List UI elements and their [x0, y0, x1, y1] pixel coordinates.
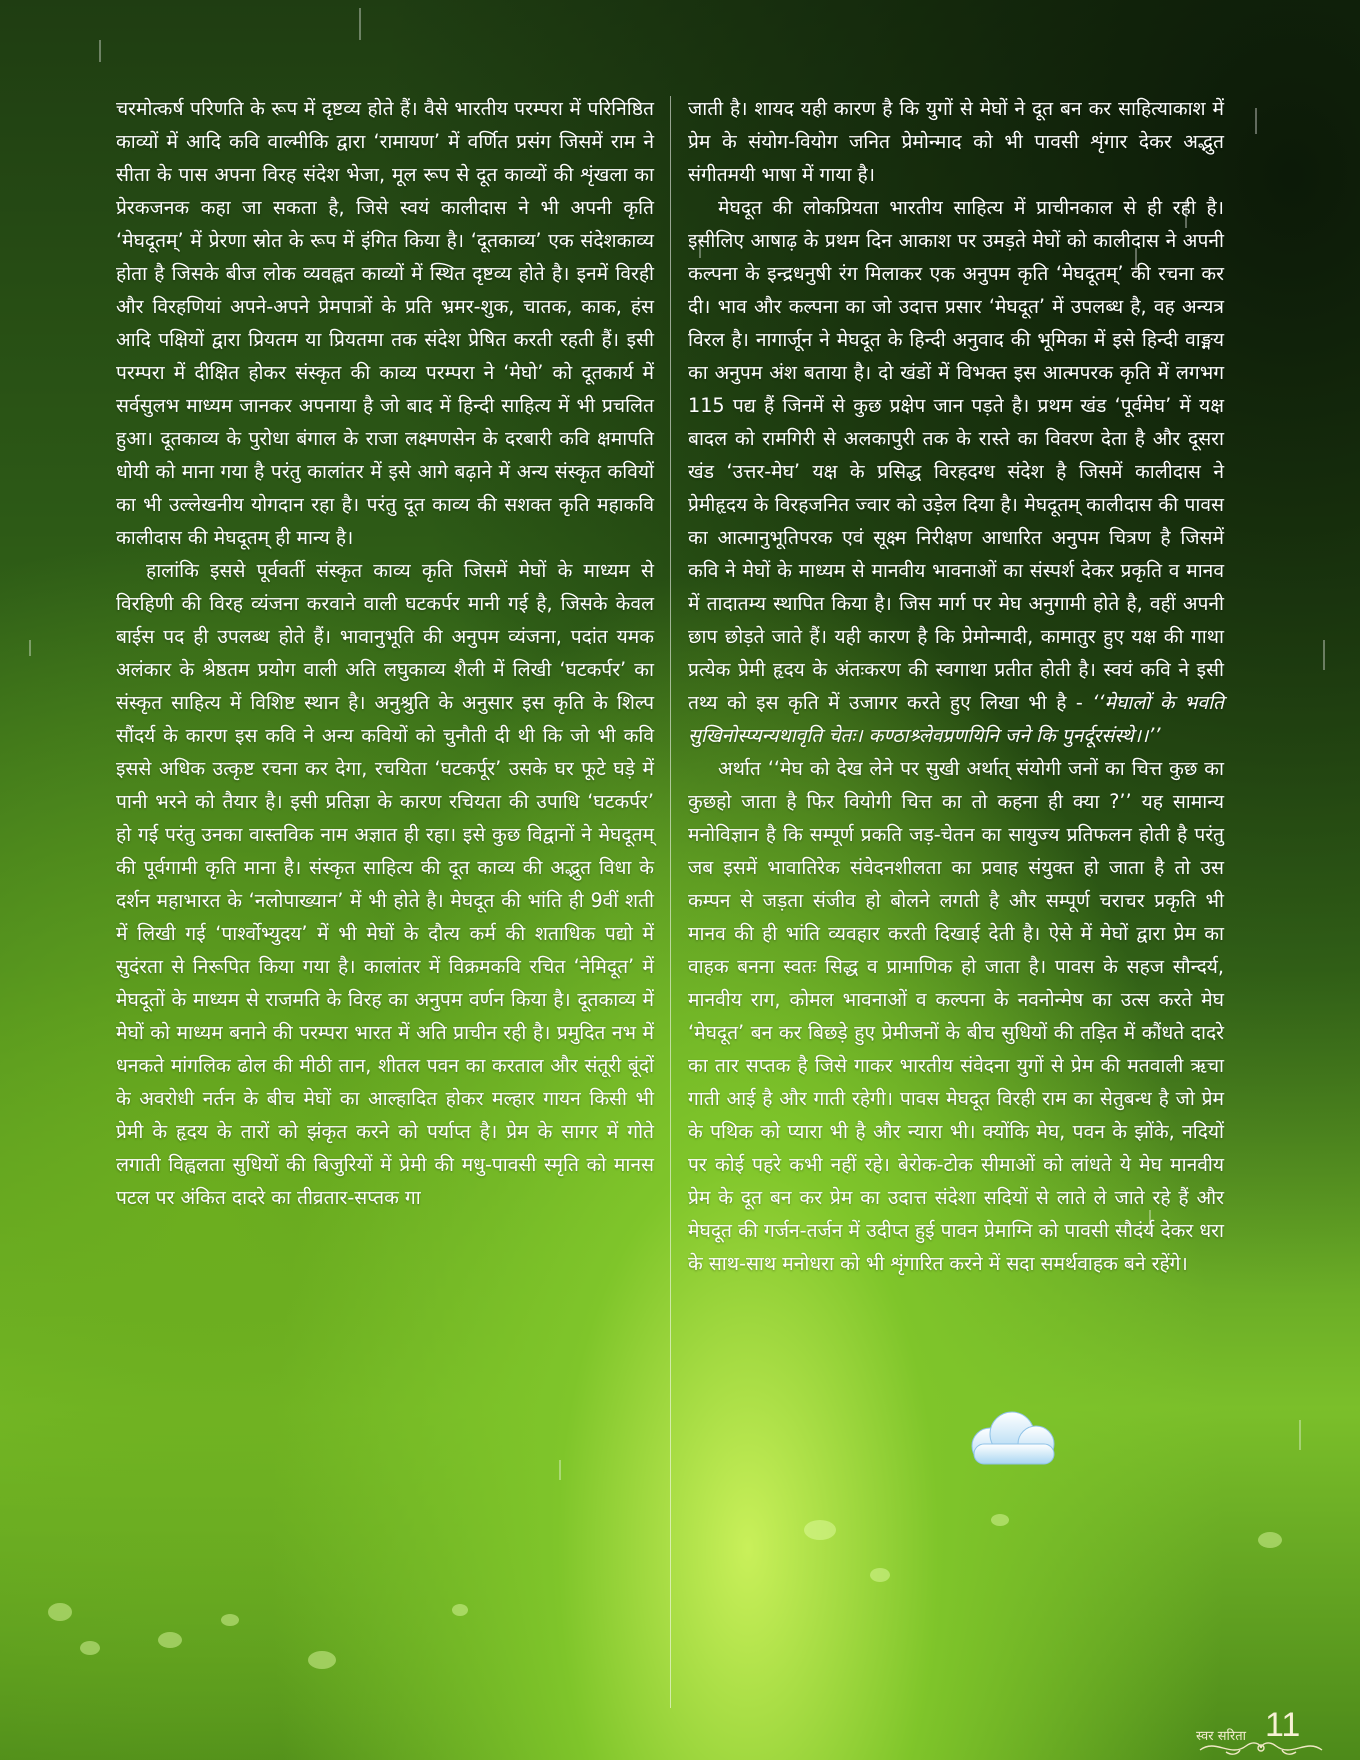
- sanskrit-quote: ‘‘मेघालों के भवति सुखिनोस्प्यन्यथावृति चेतः। कण्ठाश्र्लेवप्रणयिनि जने कि पुनर्दूरसंस्थे।।’’: [688, 691, 1224, 747]
- paragraph: अर्थात ‘‘मेघ को देख लेने पर सुखी अर्थात् संयोगी जनों का चित्त कुछ का कुछहो जाता है फिर वियोगी चित्त का तो कहना ही क्या ?’’ यह सामान्य मनोविज्ञान है कि सम्पूर्ण प्रकति जड़-चेतन का सायुज्य प्रतिफलन होती है परंतु जब इसमें भावातिरेक संवेदनशीलता का प्रवाह संयुक्त हो जाता है तो उस कम्पन से जड़ता संजीव हो बोलने लगती है और सम्पूर्ण चराचर प्रकृति भी मानव की ही भांति व्यवहार करती दिखाई देती है। ऐसे में मेघों द्वारा प्रेम का वाहक बनना स्वतः सिद्ध व प्रामाणिक हो जाता है। पावस के सहज सौन्दर्य, मानवीय राग, कोमल भावनाओं व कल्पना के नवनोन्मेष का उत्स करते मेघ ‘मेघदूत’ बन कर बिछड़े हुए प्रेमीजनों के बीच सुधियों की तड़ित में कौंधते दादरे का तार सप्तक है जिसे गाकर भारतीय संवेदना युगों से प्रेम की मतवाली ऋचा गाती आई है और गाती रहेगी। पावस मेघदूत विरही राम का सेतुबन्ध है जो प्रेम के पथिक को प्यारा भी है और न्यारा भी। क्योंकि मेघ, पवन के झोंके, नदियों पर कोई पहरे कभी नहीं रहे। बेरोक-टोक सीमाओं को लांधते ये मेघ मानवीय प्रेम के दूत बन कर प्रेम का उदात्त संदेशा सदियों से लाते ले जाते रहे हैं और मेघदूत की गर्जन-तर्जन में उदीप्त हुई पावन प्रेमाग्नि को पावसी सौदंर्य देकर धरा के साथ-साथ मनोधरा को भी शृंगारित करने में सदा समर्थवाहक बने रहेंगे।: [688, 757, 1224, 1275]
- magazine-name: स्वर सरिता: [1196, 1729, 1246, 1744]
- paragraph: चरमोत्कर्ष परिणति के रूप में दृष्टव्य होते हैं। वैसे भारतीय परम्परा में परिनिष्ठित काव्यों में आदि कवि वाल्मीकि द्वारा ‘रामायण’ में वर्णित प्रसंग जिसमें राम ने सीता के पास अपना विरह संदेश भेजा, मूल रूप से दूत काव्यों की शृंखला का प्रेरकजनक कहा जा सकता है, जिसे स्वयं कालीदास ने भी अपनी कृति ‘मेघदूतम्’ में प्रेरणा स्रोत के रूप में इंगित किया है। ‘दूतकाव्य’ एक संदेशकाव्य होता है जिसके बीज लोक व्यवह्वत काव्यों में स्थित दृष्टव्य होते है। इनमें विरही और विरहणियां अपने-अपने प्रेमपात्रों के प्रति भ्रमर-शुक, चातक, काक, हंस आदि पक्षियों द्वारा प्रियतम या प्रियतमा तक संदेश प्रेषित करती रहती हैं। इसी परम्परा में दीक्षित होकर संस्कृत की काव्य परम्परा ने ‘मेघो’ को दूतकार्य में सर्वसुलभ माध्यम जानकर अपनाया है जो बाद में हिन्दी साहित्य में भी प्रचलित हुआ। दूतकाव्य के पुरोधा बंगाल के राजा लक्ष्मणसेन के दरबारी कवि क्षमापति धोयी को माना गया है परंतु कालांतर में इसे आगे बढ़ाने में अन्य संस्कृत कवियों का भी उल्लेखनीय योगदान रहा है। परंतु दूत काव्य की सशक्त कृति महाकवि कालीदास की मेघदूतम् ही मान्य है।: [116, 97, 654, 549]
- paragraph: हालांकि इससे पूर्ववर्ती संस्कृत काव्य कृति जिसमें मेघों के माध्यम से विरहिणी की विरह व्यंजना करवाने वाली घटकर्पर मानी गई है, जिसके केवल बाईस पद ही उपलब्ध होते हैं। भावानुभूति की अनुपम व्यंजना, पदांत यमक अलंकार के श्रेष्ठतम प्रयोग वाली अति लघुकाव्य शैली में लिखी ‘घटकर्पर’ का संस्कृत साहित्य में विशिष्ट स्थान है। अनुश्रुति के अनुसार इस कृति के शिल्प सौंदर्य के कारण इस कवि ने अन्य कवियों को चुनौती दी थी कि जो भी कवि इससे अधिक उत्कृष्ट रचना कर देगा, रचयिता ‘घटकर्पूर’ उसके घर फूटे घड़े में पानी भरने को तैयार है। इसी प्रतिज्ञा के कारण रचियता की उपाधि ‘घटकर्पर’ हो गई परंतु उनका वास्तविक नाम अज्ञात ही रहा। इसे कुछ विद्वानों ने मेघदूतम् की पूर्वगामी कृति माना है। संस्कृत साहित्य की दूत काव्य की अद्भुत विधा के दर्शन महाभारत के ‘नलोपाख्यान’ में भी होते है। मेघदूत की भांति ही 9वीं शती में लिखी गई ‘पार्श्वोभ्युदय’ में भी मेघों के दौत्य कर्म की शताधिक पद्यो में सुदंरता से निरूपित किया गया है। कालांतर में विक्रमकवि रचित ‘नेमिदूत’ में मेघदूतों के माध्यम से राजमति के विरह का अनुपम वर्णन किया है। दूतकाव्य में मेघों को माध्यम बनाने की परम्परा भारत में अति प्राचीन रही है। प्रमुदित नभ में धनकते मांगलिक ढोल की मीठी तान, शीतल पवन का करताल और संतूरी बूंदों के अवरोधी नर्तन के बीच मेघों का आल्हादित होकर मल्हार गायन किसी भी प्रेमी के हृदय के तारों को झंकृत करने को पर्याप्त है। प्रेम के सागर में गोते लगाती विह्वलता सुधियों की बिजुरियों में प्रेमी की मधु-पावसी स्मृति को मानस पटल पर अंकित दादरे का तीव्रतार-सप्तक गा: [116, 559, 654, 1209]
- column-divider: [670, 96, 671, 1708]
- flourish-ornament-icon: [1196, 1736, 1326, 1758]
- article-column-right: [688, 92, 1224, 1280]
- cloud-icon: [960, 1410, 1068, 1470]
- paragraph-text: मेघदूत की लोकप्रियता भारतीय साहित्य में प्राचीनकाल से ही रही है। इसीलिए आषाढ़ के प्रथम दिन आकाश पर उमड़ते मेघों को कालीदास ने अपनी कल्पना के इन्द्रधनुषी रंग मिलाकर एक अनुपम कृति ‘मेघदूतम्’ की रचना कर दी। भाव और कल्पना का जो उदात्त प्रसार ‘मेघदूत’ में उपलब्ध है, वह अन्यत्र विरल है। नागार्जून ने मेघदूत के हिन्दी अनुवाद की भूमिका में इसे हिन्दी वाङ्मय का अनुपम अंश बताया है। दो खंडों में विभक्त इस आत्मपरक कृति में लगभग 115 पद्य हैं जिनमें से कुछ प्रक्षेप जान पड़ते है। प्रथम खंड ‘पूर्वमेघ’ में यक्ष बादल को रामगिरी से अलकापुरी तक के रास्ते का विवरण देता है और दूसरा खंड ‘उत्तर-मेघ’ यक्ष के प्रसिद्ध विरहदग्ध संदेश है जिसमें कालीदास ने प्रेमीहृदय के विरहजनित ज्वार को उड़ेल दिया है। मेघदूतम् कालीदास की पावस का आत्मानुभूतिपरक एवं सूक्ष्म निरीक्षण आधारित अनुपम चित्रण है जिसमें कवि ने मेघों के माध्यम से मानवीय भावनाओं का संस्पर्श देकर प्रकृति व मानव में तादातम्य स्थापित किया है। जिस मार्ग पर मेघ अनुगामी होते है, वहीं अपनी छाप छोड़ते जाते हैं। यही कारण है कि प्रेमोन्मादी, कामातुर हुए यक्ष की गाथा प्रत्येक प्रेमी हृदय के अंतःकरण की स्वगाथा प्रतीत होती है। स्वयं कवि ने इसी तथ्य को इस कृति में उजागर करते हुए लिखा भी है -: [688, 196, 1224, 714]
- article-column-left: [116, 92, 654, 1214]
- paragraph: [688, 191, 1224, 752]
- page-number: 11: [1265, 1706, 1301, 1744]
- paragraph: जाती है। शायद यही कारण है कि युगों से मेघों ने दूत बन कर साहित्याकाश में प्रेम के संयोग-वियोग जनित प्रेमोन्माद को भी पावसी शृंगार देकर अद्भुत संगीतमयी भाषा में गाया है।: [688, 97, 1224, 186]
